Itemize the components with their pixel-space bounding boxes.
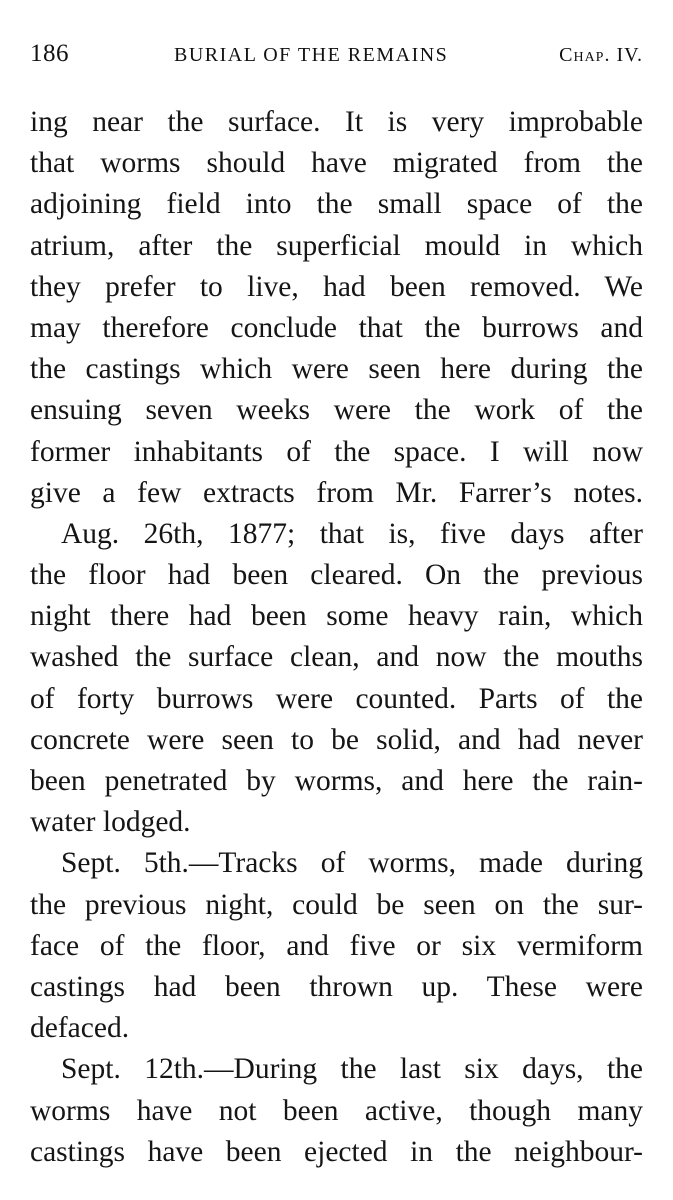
text-line: been penetrated by worms, and here the rain-: [30, 765, 643, 797]
paragraph-aug-26: [30, 514, 643, 844]
text-line: that worms should have migrated from the: [30, 147, 643, 180]
paragraph-sept-5: [30, 843, 643, 1049]
text-line: the previous night, could be seen on the sur-: [30, 888, 643, 921]
text-line: give a few extracts from Mr. Farrer’s notes.: [30, 476, 643, 509]
text-line: Sept. 12th.—During the last six days, the: [61, 1053, 643, 1086]
text-line: castings had been thrown up. These were: [30, 970, 643, 1003]
text-line: former inhabitants of the space. I will now: [30, 435, 643, 468]
text-line: of forty burrows were counted. Parts of the: [30, 682, 643, 715]
paragraph-continuation: [30, 102, 643, 514]
paragraph-sept-12: [30, 1049, 643, 1173]
text-line: the castings which were seen here during the: [30, 353, 643, 386]
text-line: night there had been some heavy rain, which: [30, 600, 643, 633]
text-line: the floor had been cleared. On the previous: [30, 559, 643, 592]
text-line: atrium, after the superficial mould in which: [30, 229, 643, 262]
text-line: defaced.: [30, 1012, 130, 1045]
text-line: washed the surface clean, and now the mouths: [30, 641, 643, 674]
text-line: ing near the surface. It is very improbable: [30, 106, 643, 138]
text-line: Aug. 26th, 1877; that is, five days after: [61, 517, 643, 550]
chapter-reference: Chap. IV.: [559, 44, 643, 66]
running-header: [30, 38, 643, 78]
page-number: 186: [30, 40, 69, 67]
body-text: [30, 102, 643, 1173]
text-line: Sept. 5th.—Tracks of worms, made during: [61, 847, 643, 880]
text-line: may therefore conclude that the burrows and: [30, 311, 643, 344]
text-line: concrete were seen to be solid, and had never: [30, 723, 643, 756]
text-line: adjoining field into the small space of the: [30, 188, 643, 221]
text-line: castings have been ejected in the neighbour-: [30, 1135, 643, 1168]
book-page: [30, 38, 643, 1178]
text-line: water lodged.: [30, 806, 191, 839]
text-line: face of the floor, and five or six vermiform: [30, 929, 643, 962]
text-line: worms have not been active, though many: [30, 1094, 643, 1127]
text-line: they prefer to live, had been removed. We: [30, 270, 643, 303]
text-line: ensuing seven weeks were the work of the: [30, 394, 643, 427]
running-title: BURIAL OF THE REMAINS: [174, 44, 449, 66]
